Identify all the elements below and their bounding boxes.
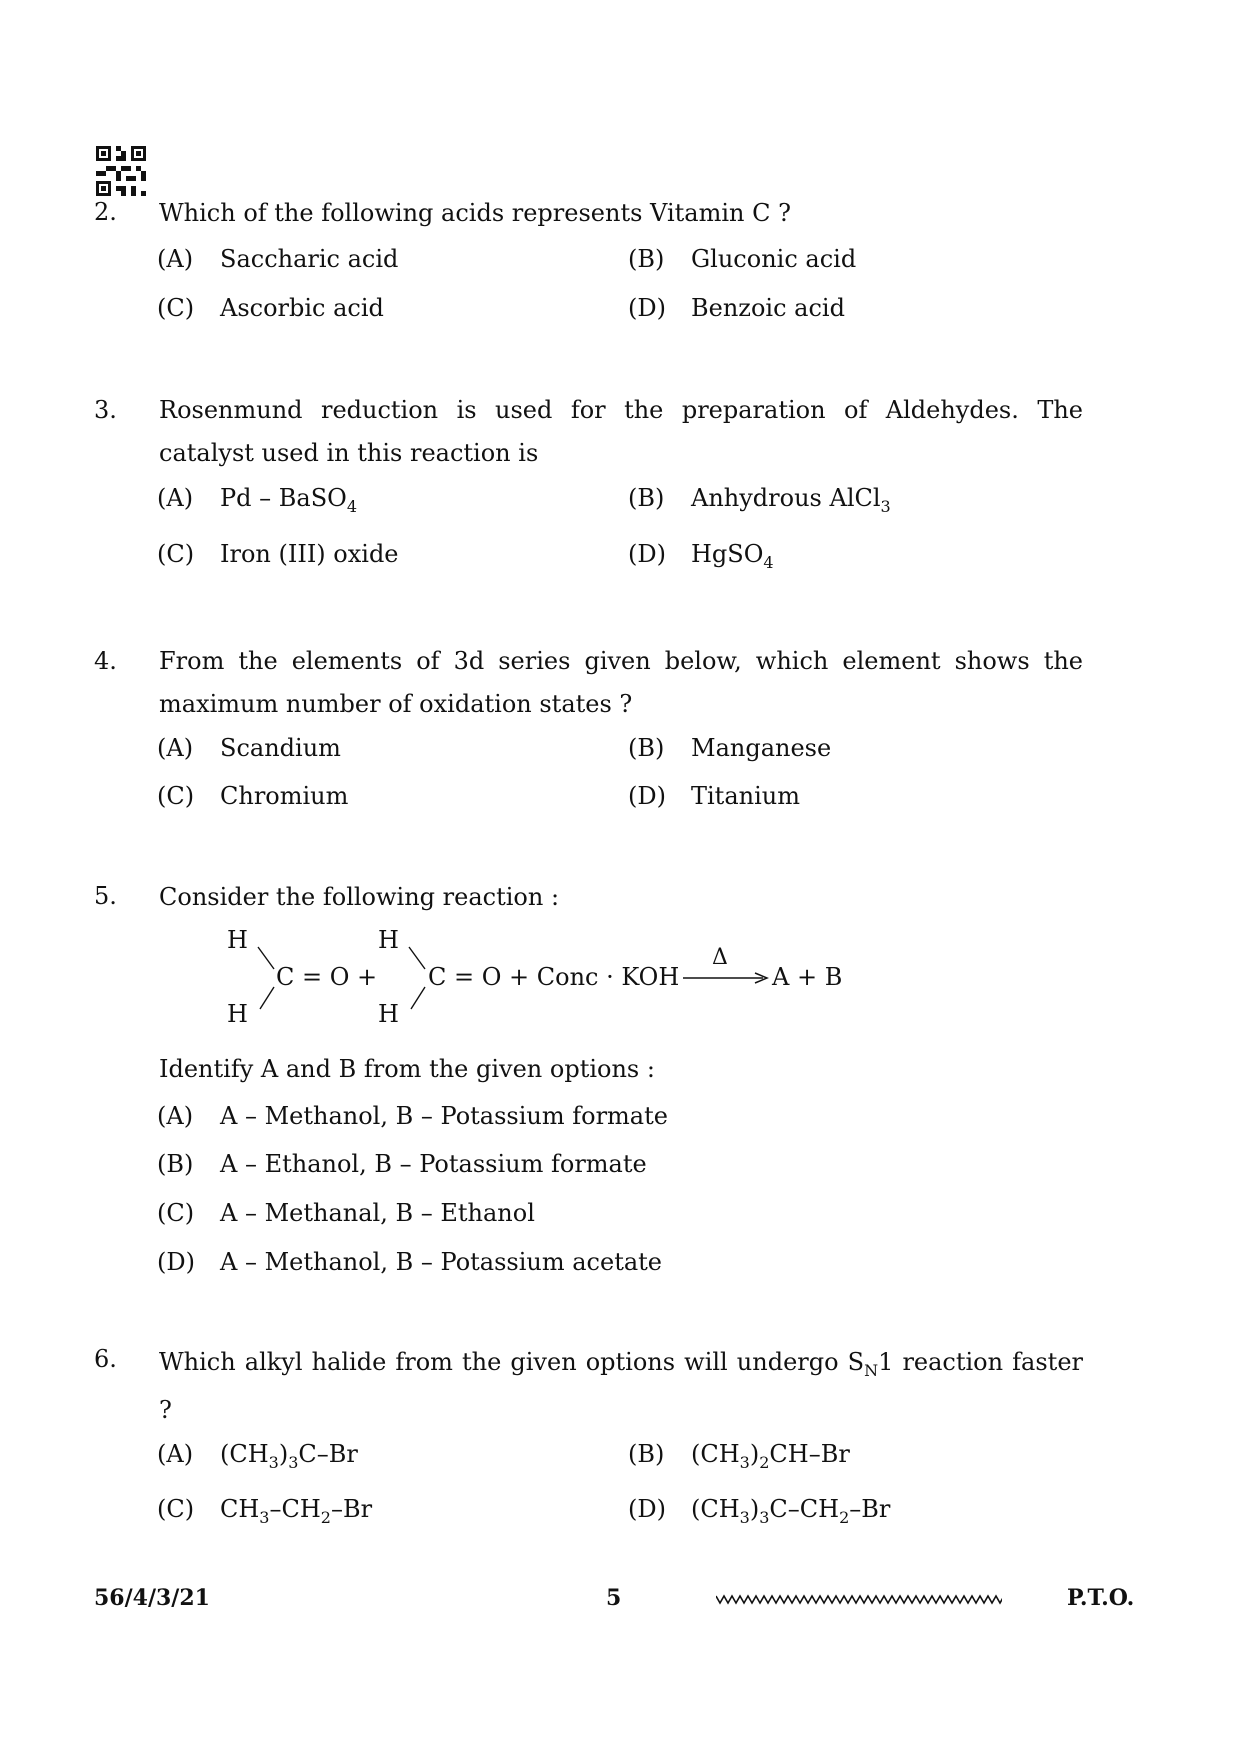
option-c: (C) Iron (III) oxide	[157, 540, 399, 568]
question-text: Rosenmund reduction is used for the preparation of Aldehydes. The catalyst used in this reaction is	[159, 396, 1083, 467]
option-c: (C) A – Methanal, B – Ethanol	[157, 1199, 535, 1227]
reactant-formaldehyde-koh: C = O + Conc · KOH	[428, 963, 680, 991]
option-d: (D) $(CH_3)_3C-CH_2-Br$	[628, 1495, 891, 1527]
option-d: (D) A – Methanol, B – Potassium acetate	[157, 1248, 662, 1276]
paper-code: 56/4/3/21	[94, 1585, 210, 1611]
question-text: Consider the following reaction :	[159, 883, 560, 911]
question-number: 5.	[94, 882, 117, 910]
hydrogen-label: H	[227, 926, 248, 954]
option-d: (D) Benzoic acid	[628, 294, 845, 322]
option-b: (B) Gluconic acid	[628, 245, 857, 273]
option-c: (C) Ascorbic acid	[157, 294, 384, 322]
option-a: (A) $(CH_3)_3C-Br$	[157, 1440, 358, 1472]
bond-lines	[256, 945, 278, 1013]
question-number: 6.	[94, 1345, 117, 1373]
option-b: (B) $(CH_3)_2CH-Br$	[628, 1440, 850, 1472]
hydrogen-label: H	[378, 1000, 399, 1028]
qr-code	[96, 146, 146, 196]
pto-label: P.T.O.	[1067, 1585, 1135, 1611]
bond-lines	[407, 945, 429, 1013]
hydrogen-label: H	[378, 926, 399, 954]
option-b: (B) A – Ethanol, B – Potassium formate	[157, 1150, 647, 1178]
option-d: (D) HgSO$_4$	[628, 540, 774, 572]
question-number: 4.	[94, 647, 117, 675]
reaction-arrow	[683, 970, 769, 986]
page-number: 5	[606, 1585, 622, 1611]
hydrogen-label: H	[227, 1000, 248, 1028]
wavy-line-decoration	[716, 1592, 1002, 1606]
products: A + B	[772, 963, 843, 991]
option-b: (B) Manganese	[628, 734, 832, 762]
question-text: Which of the following acids represents Vitamin C ?	[159, 199, 791, 227]
option-a: (A) A – Methanol, B – Potassium formate	[157, 1102, 668, 1130]
question-subtext: Identify A and B from the given options :	[159, 1055, 655, 1083]
heat-symbol: Δ	[712, 945, 728, 970]
question-text: From the elements of 3d series given below, which element shows the maximum number of oxidation states ?	[159, 647, 1083, 718]
question-number: 2.	[94, 198, 117, 226]
option-d: (D) Titanium	[628, 782, 800, 810]
question-number: 3.	[94, 396, 117, 424]
option-a: (A) Pd – BaSO$_4$	[157, 484, 358, 516]
option-a: (A) Saccharic acid	[157, 245, 399, 273]
option-c: (C) Chromium	[157, 782, 349, 810]
option-b: (B) Anhydrous AlCl$_3$	[628, 484, 891, 516]
option-c: (C) $CH_3-CH_2-Br$	[157, 1495, 373, 1527]
question-text: Which alkyl halide from the given options will undergo $S_N1$ reaction faster ?	[159, 1348, 1083, 1424]
reactant-formaldehyde: C = O +	[276, 963, 378, 991]
option-a: (A) Scandium	[157, 734, 341, 762]
